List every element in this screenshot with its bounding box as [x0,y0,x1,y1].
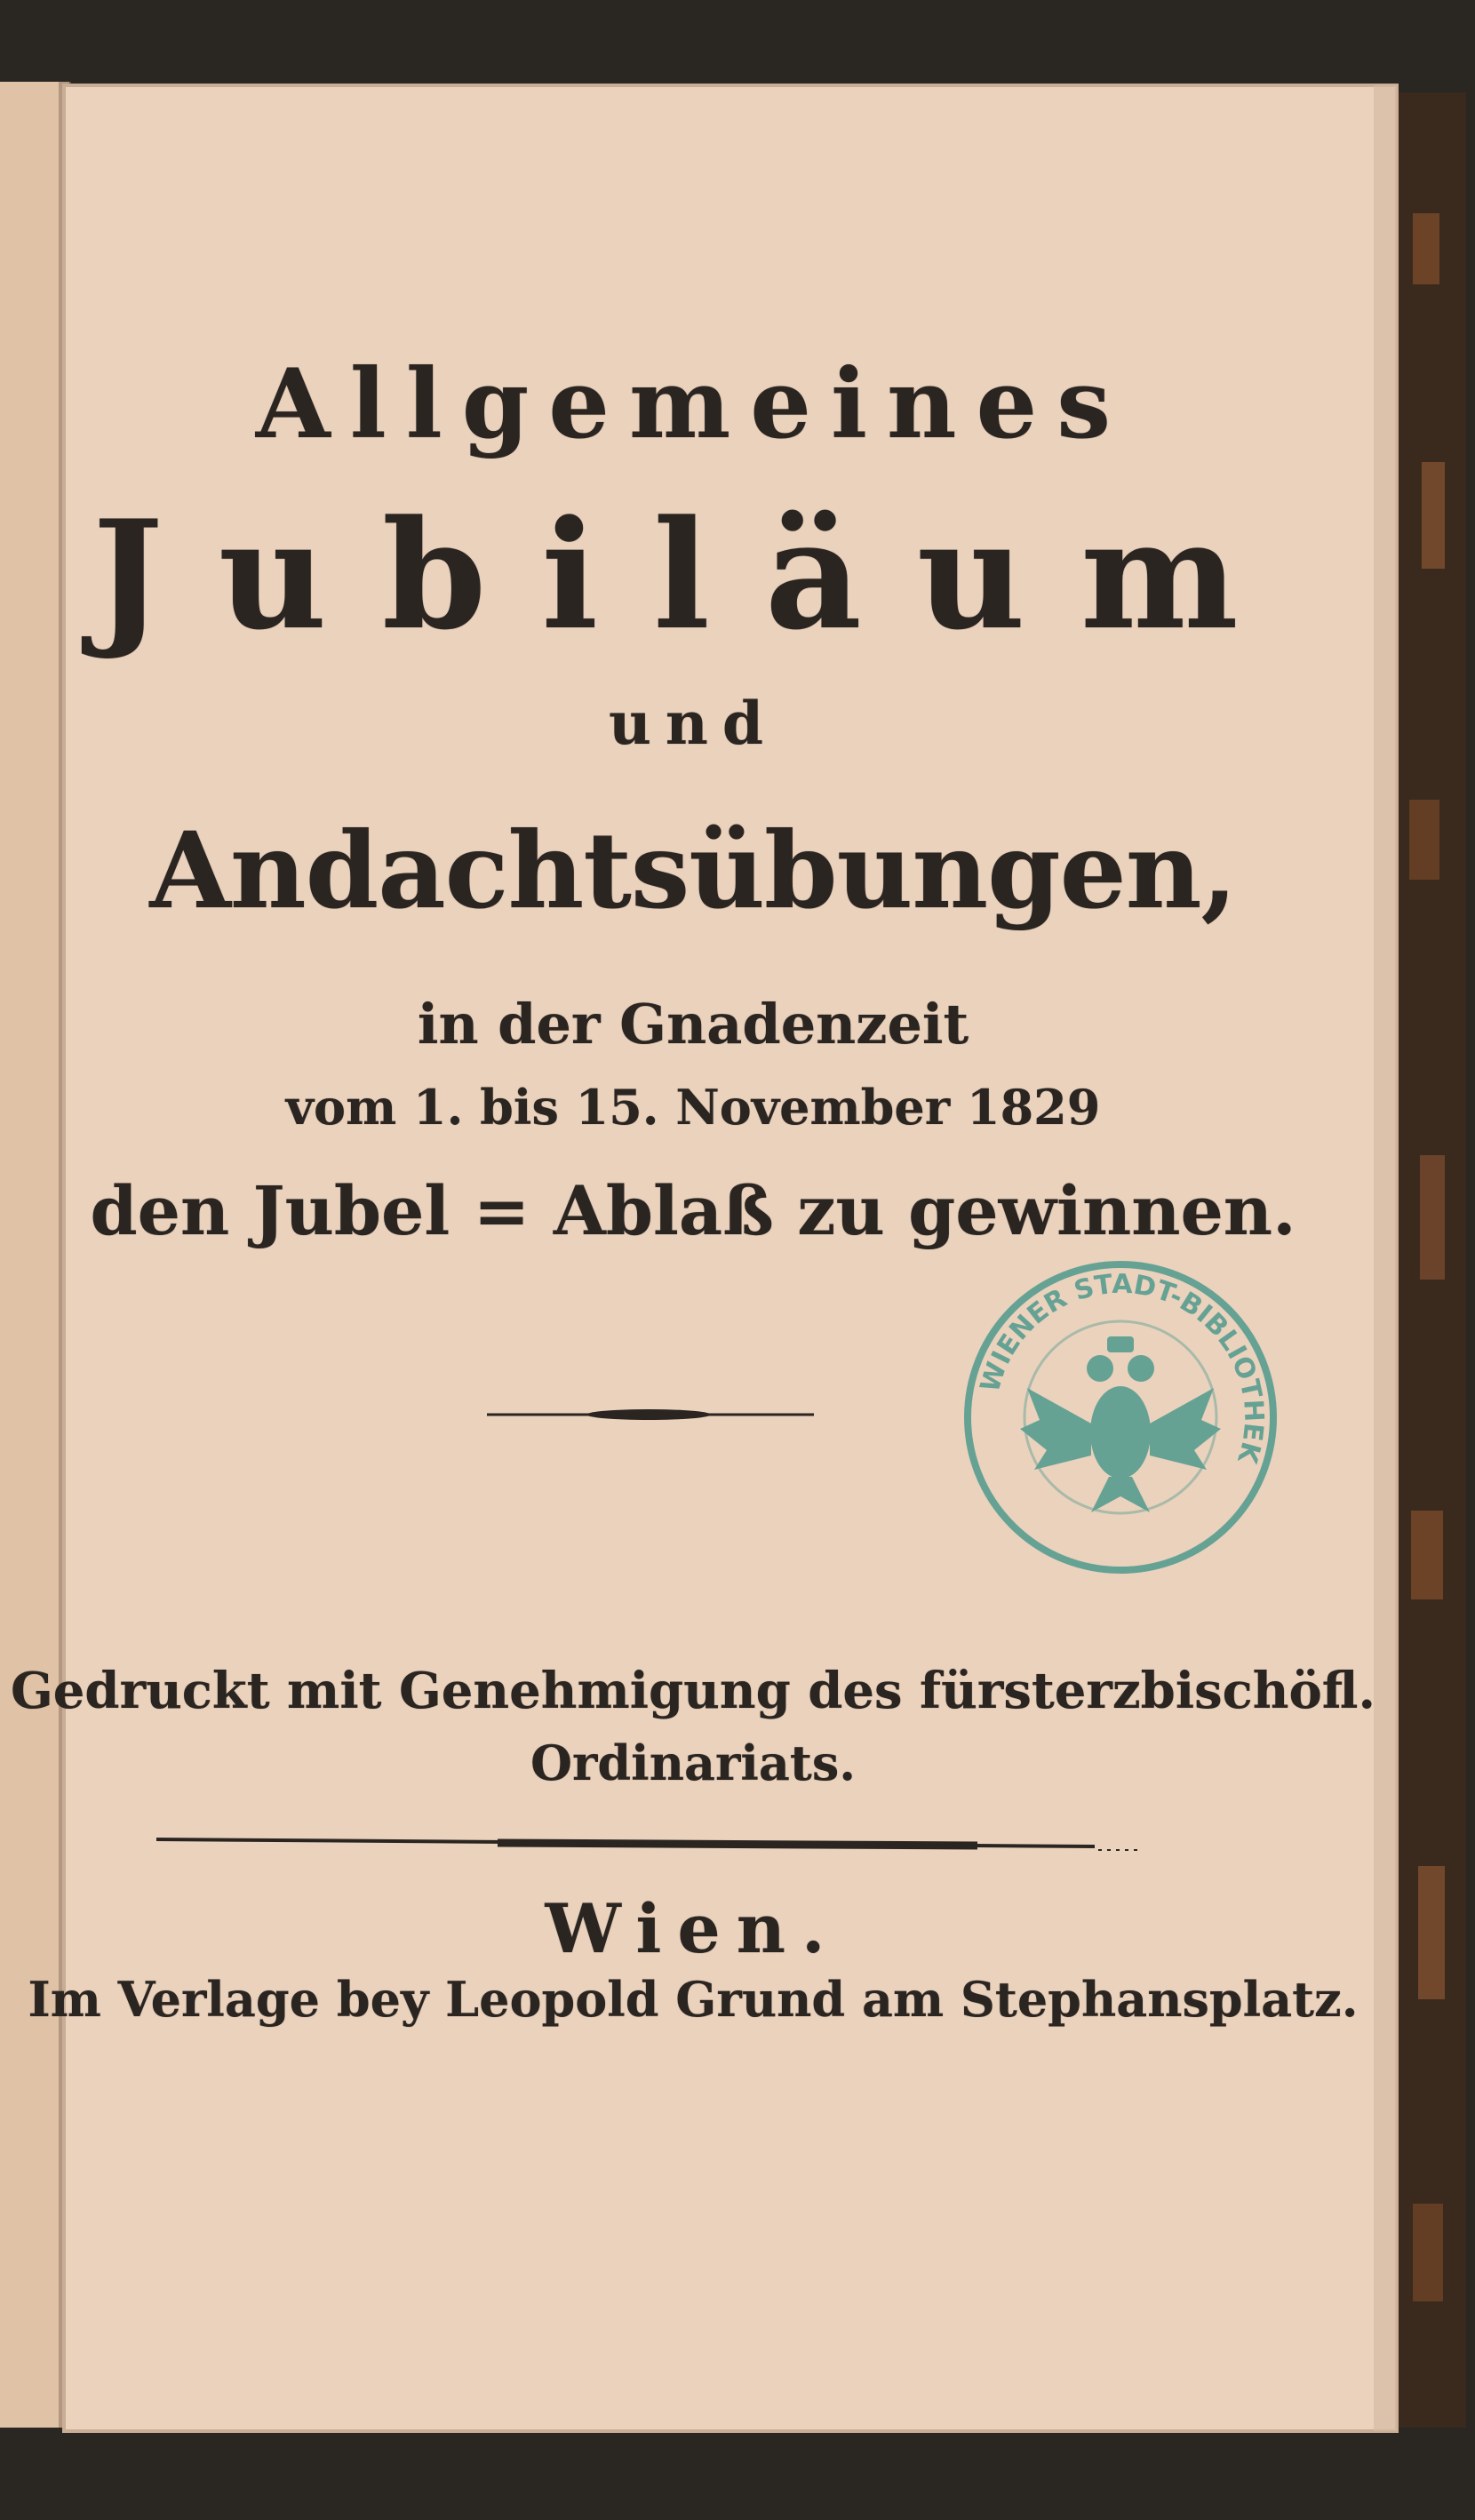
library-stamp-text: WIENER STADT-BIBLIOTHEK [974,1268,1270,1467]
imprint-place: Wien. [545,1889,841,1968]
subtitle-line-1: in der Gnadenzeit [417,992,969,1057]
marbled-cover-edge [1397,92,1466,2428]
subtitle-line-2: vom 1. bis 15. November 1829 [285,1079,1101,1136]
imprint-publisher: Im Verlage bey Leopold Grund am Stephansplatz. [28,1971,1359,2028]
title-line-1: Allgemeines [255,348,1131,460]
title-line-3: und [608,689,778,758]
title-line-2: Jubiläum [92,487,1294,663]
library-stamp [958,1255,1283,1580]
subtitle-line-3: den Jubel = Ablaß zu gewinnen. [90,1171,1296,1250]
approval-line-2: Ordinariats. [530,1734,857,1791]
double-headed-eagle-icon [1020,1336,1221,1512]
title-line-4: Andachtsübungen, [149,809,1237,932]
approval-line-1: Gedruckt mit Genehmigung des fürsterzbischöfl. [10,1662,1376,1720]
